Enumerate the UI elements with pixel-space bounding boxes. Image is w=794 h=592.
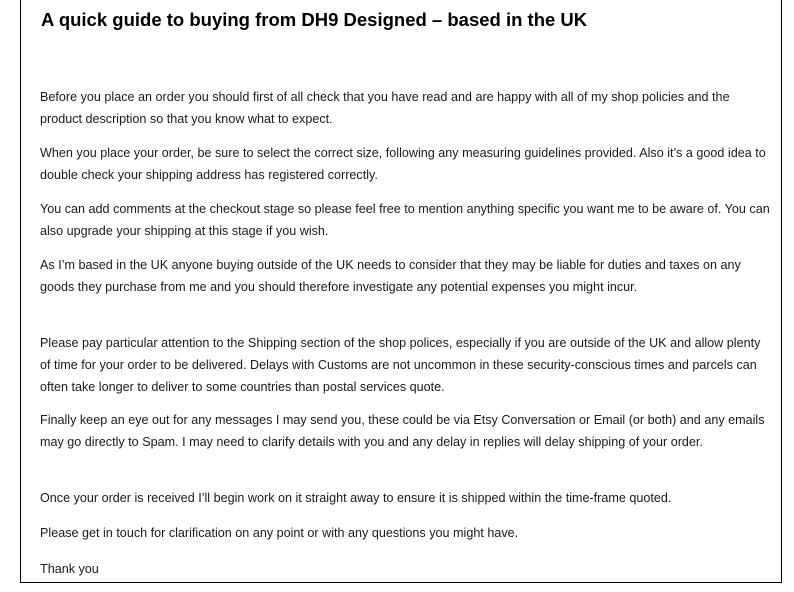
paragraph-thank-you: Thank you: [40, 562, 99, 576]
paragraph-check-policies: Before you place an order you should first of all check that you have read and are happy with all of my shop policies and the product description so that you know what to expect.: [40, 90, 730, 126]
paragraph-order-received: Once your order is received I’ll begin work on it straight away to ensure it is shipped within the time-frame quoted.: [40, 491, 672, 505]
document-frame: [20, 0, 782, 583]
paragraph-shipping-delays: Please pay particular attention to the Shipping section of the shop polices, especially if you are outside of the UK and allow plenty of time for your order to be delivered. Delays with Customs are not uncommon in these security-conscious times and parcels can often take longer to deliver to some countries than postal services quote.: [40, 336, 761, 394]
document-title: A quick guide to buying from DH9 Designed – based in the UK: [41, 9, 588, 30]
paragraph-select-size: When you place your order, be sure to select the correct size, following any measuring guidelines provided. Also it’s a good idea to double check your shipping address has registered correctly.: [40, 146, 766, 182]
paragraph-get-in-touch: Please get in touch for clarification on any point or with any questions you might have.: [40, 526, 519, 540]
paragraph-checkout-comments: You can add comments at the checkout stage so please feel free to mention anything specific you want me to be aware of. You can also upgrade your shipping at this stage if you wish.: [40, 202, 770, 238]
paragraph-duties-taxes: As I’m based in the UK anyone buying outside of the UK needs to consider that they may be liable for duties and taxes on any goods they purchase from me and you should therefore investigate any potential expenses you might incur.: [40, 258, 741, 294]
paragraph-messages: Finally keep an eye out for any messages I may send you, these could be via Etsy Conversation or Email (or both) and any emails may go directly to Spam. I may need to clarify details with you and any delay in replies will delay shipping of your order.: [40, 413, 765, 449]
